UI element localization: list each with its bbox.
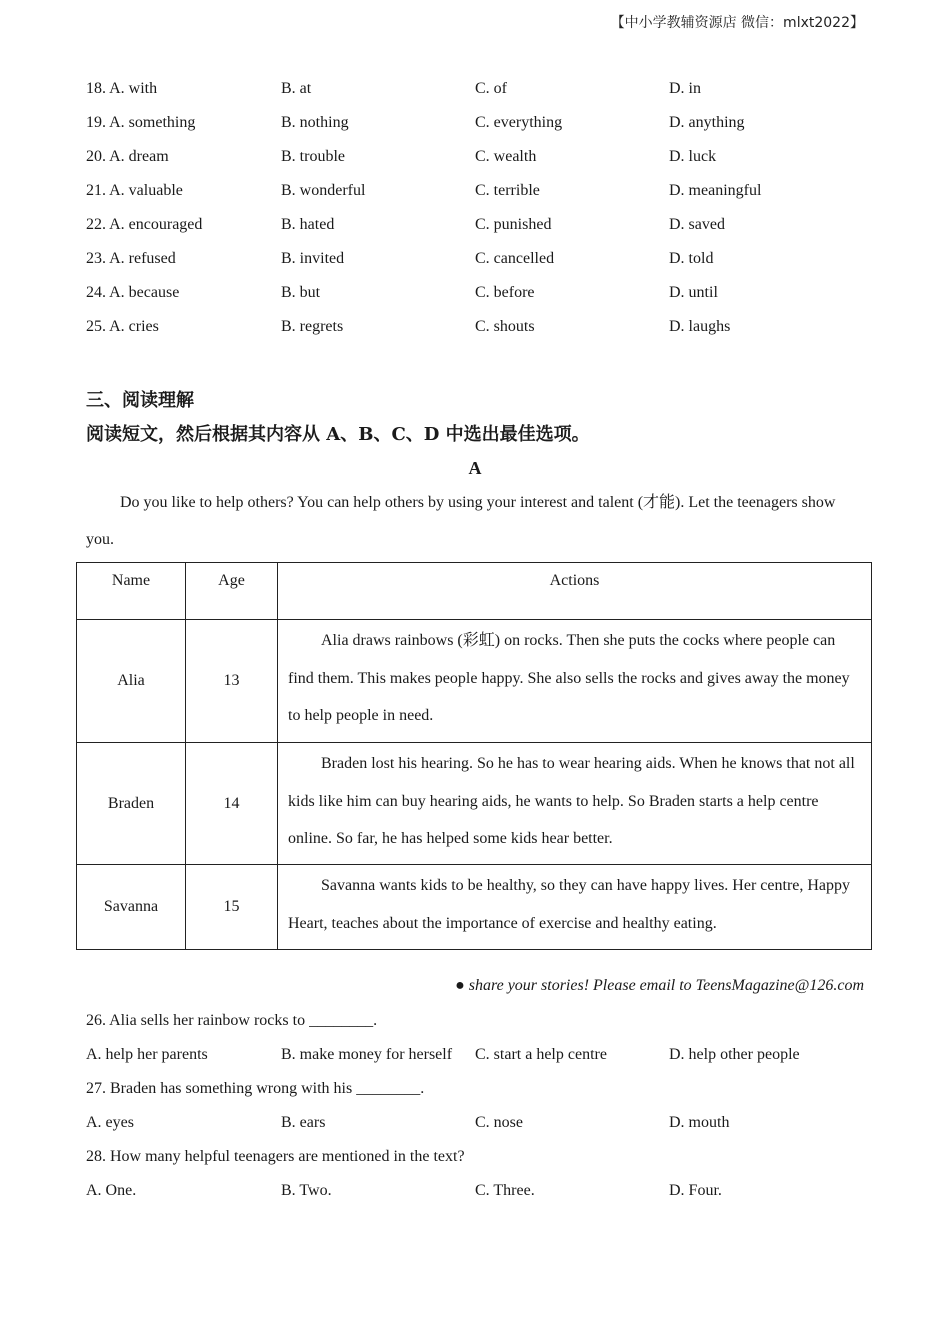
- option-row: [86, 80, 886, 104]
- option-b: B. nothing: [281, 114, 349, 131]
- option-b: B. wonderful: [281, 182, 366, 199]
- option-row: [86, 318, 886, 342]
- cell-age: 13: [186, 620, 278, 743]
- option-d: D. told: [669, 250, 714, 267]
- question-stem: 26. Alia sells her rainbow rocks to ________.: [86, 1012, 378, 1029]
- option-a: 23. A. refused: [86, 250, 176, 267]
- option-a: 24. A. because: [86, 284, 180, 301]
- option-row: [86, 284, 886, 308]
- option-d: D. until: [669, 284, 718, 301]
- option-b: B. at: [281, 80, 312, 97]
- header-name: Name: [77, 563, 186, 620]
- option-b: B. but: [281, 284, 321, 301]
- table-row: [77, 865, 872, 950]
- option-row: [86, 216, 886, 240]
- option-a: 22. A. encouraged: [86, 216, 203, 233]
- page-header: 【中小学教辅资源店 微信：mlxt2022】: [610, 15, 864, 31]
- option-b: B. regrets: [281, 318, 344, 335]
- option-a: A. eyes: [86, 1114, 134, 1131]
- table-row: [77, 743, 872, 865]
- teenagers-table: [76, 562, 872, 950]
- option-d: D. in: [669, 80, 701, 97]
- option-d: D. luck: [669, 148, 717, 165]
- question-options: [86, 1046, 886, 1070]
- question-options: [86, 1114, 886, 1138]
- option-a: 19. A. something: [86, 114, 196, 131]
- table-row: [77, 620, 872, 743]
- question-options: [86, 1182, 886, 1206]
- email-note: ● share your stories! Please email to TeensMagazine@126.com: [455, 977, 864, 994]
- cell-age: 14: [186, 743, 278, 865]
- cell-name: Alia: [77, 620, 186, 743]
- option-a: 21. A. valuable: [86, 182, 183, 199]
- table-header-row: [77, 563, 872, 620]
- option-d: D. help other people: [669, 1046, 800, 1063]
- option-d: D. mouth: [669, 1114, 730, 1131]
- option-c: C. cancelled: [475, 250, 555, 267]
- option-d: D. Four.: [669, 1182, 722, 1199]
- option-b: B. invited: [281, 250, 345, 267]
- option-c: C. shouts: [475, 318, 535, 335]
- passage-intro: Do you like to help others? You can help others by using your interest and talent (才能). Let the teenagers show you.: [86, 494, 836, 548]
- option-c: C. start a help centre: [475, 1046, 607, 1063]
- option-a: A. help her parents: [86, 1046, 208, 1063]
- option-b: B. trouble: [281, 148, 345, 165]
- option-d: D. laughs: [669, 318, 731, 335]
- option-a: 18. A. with: [86, 80, 158, 97]
- option-a: A. One.: [86, 1182, 137, 1199]
- option-d: D. saved: [669, 216, 725, 233]
- option-d: D. meaningful: [669, 182, 762, 199]
- cell-action: Savanna wants kids to be healthy, so they can have happy lives. Her centre, Happy Heart, teaches about the importance of exercise and healthy eating.: [278, 865, 872, 950]
- option-c: C. before: [475, 284, 535, 301]
- option-b: B. make money for herself: [281, 1046, 453, 1063]
- question-stem: 28. How many helpful teenagers are mentioned in the text?: [86, 1148, 465, 1165]
- header-actions: Actions: [278, 563, 872, 620]
- option-b: B. ears: [281, 1114, 326, 1131]
- section-title: 三、阅读理解: [86, 390, 194, 411]
- option-row: [86, 182, 886, 206]
- option-c: C. nose: [475, 1114, 523, 1131]
- option-row: [86, 148, 886, 172]
- option-a: 25. A. cries: [86, 318, 159, 335]
- passage-label: A: [468, 458, 482, 478]
- option-c: C. wealth: [475, 148, 537, 165]
- option-c: C. everything: [475, 114, 563, 131]
- cell-action: Braden lost his hearing. So he has to wear hearing aids. When he knows that not all kids like him can buy hearing aids, he wants to help. So Braden starts a help centre online. So far, he has helped some kids hear better.: [278, 743, 872, 865]
- section-instruction: 阅读短文，然后根据其内容从 A、B、C、D 中选出最佳选项。: [86, 424, 590, 445]
- option-row: [86, 114, 886, 138]
- option-b: B. Two.: [281, 1182, 332, 1199]
- cell-action: Alia draws rainbows (彩虹) on rocks. Then she puts the cocks where people can find them. This makes people happy. She also sells the rocks and gives away the money to help people in need.: [278, 620, 872, 743]
- question-stem: 27. Braden has something wrong with his ________.: [86, 1080, 425, 1097]
- cell-age: 15: [186, 865, 278, 950]
- option-c: C. of: [475, 80, 507, 97]
- option-c: C. punished: [475, 216, 552, 233]
- header-age: Age: [186, 563, 278, 620]
- cell-name: Braden: [77, 743, 186, 865]
- option-d: D. anything: [669, 114, 745, 131]
- option-c: C. Three.: [475, 1182, 535, 1199]
- option-c: C. terrible: [475, 182, 540, 199]
- option-b: B. hated: [281, 216, 335, 233]
- option-row: [86, 250, 886, 274]
- cell-name: Savanna: [77, 865, 186, 950]
- option-a: 20. A. dream: [86, 148, 169, 165]
